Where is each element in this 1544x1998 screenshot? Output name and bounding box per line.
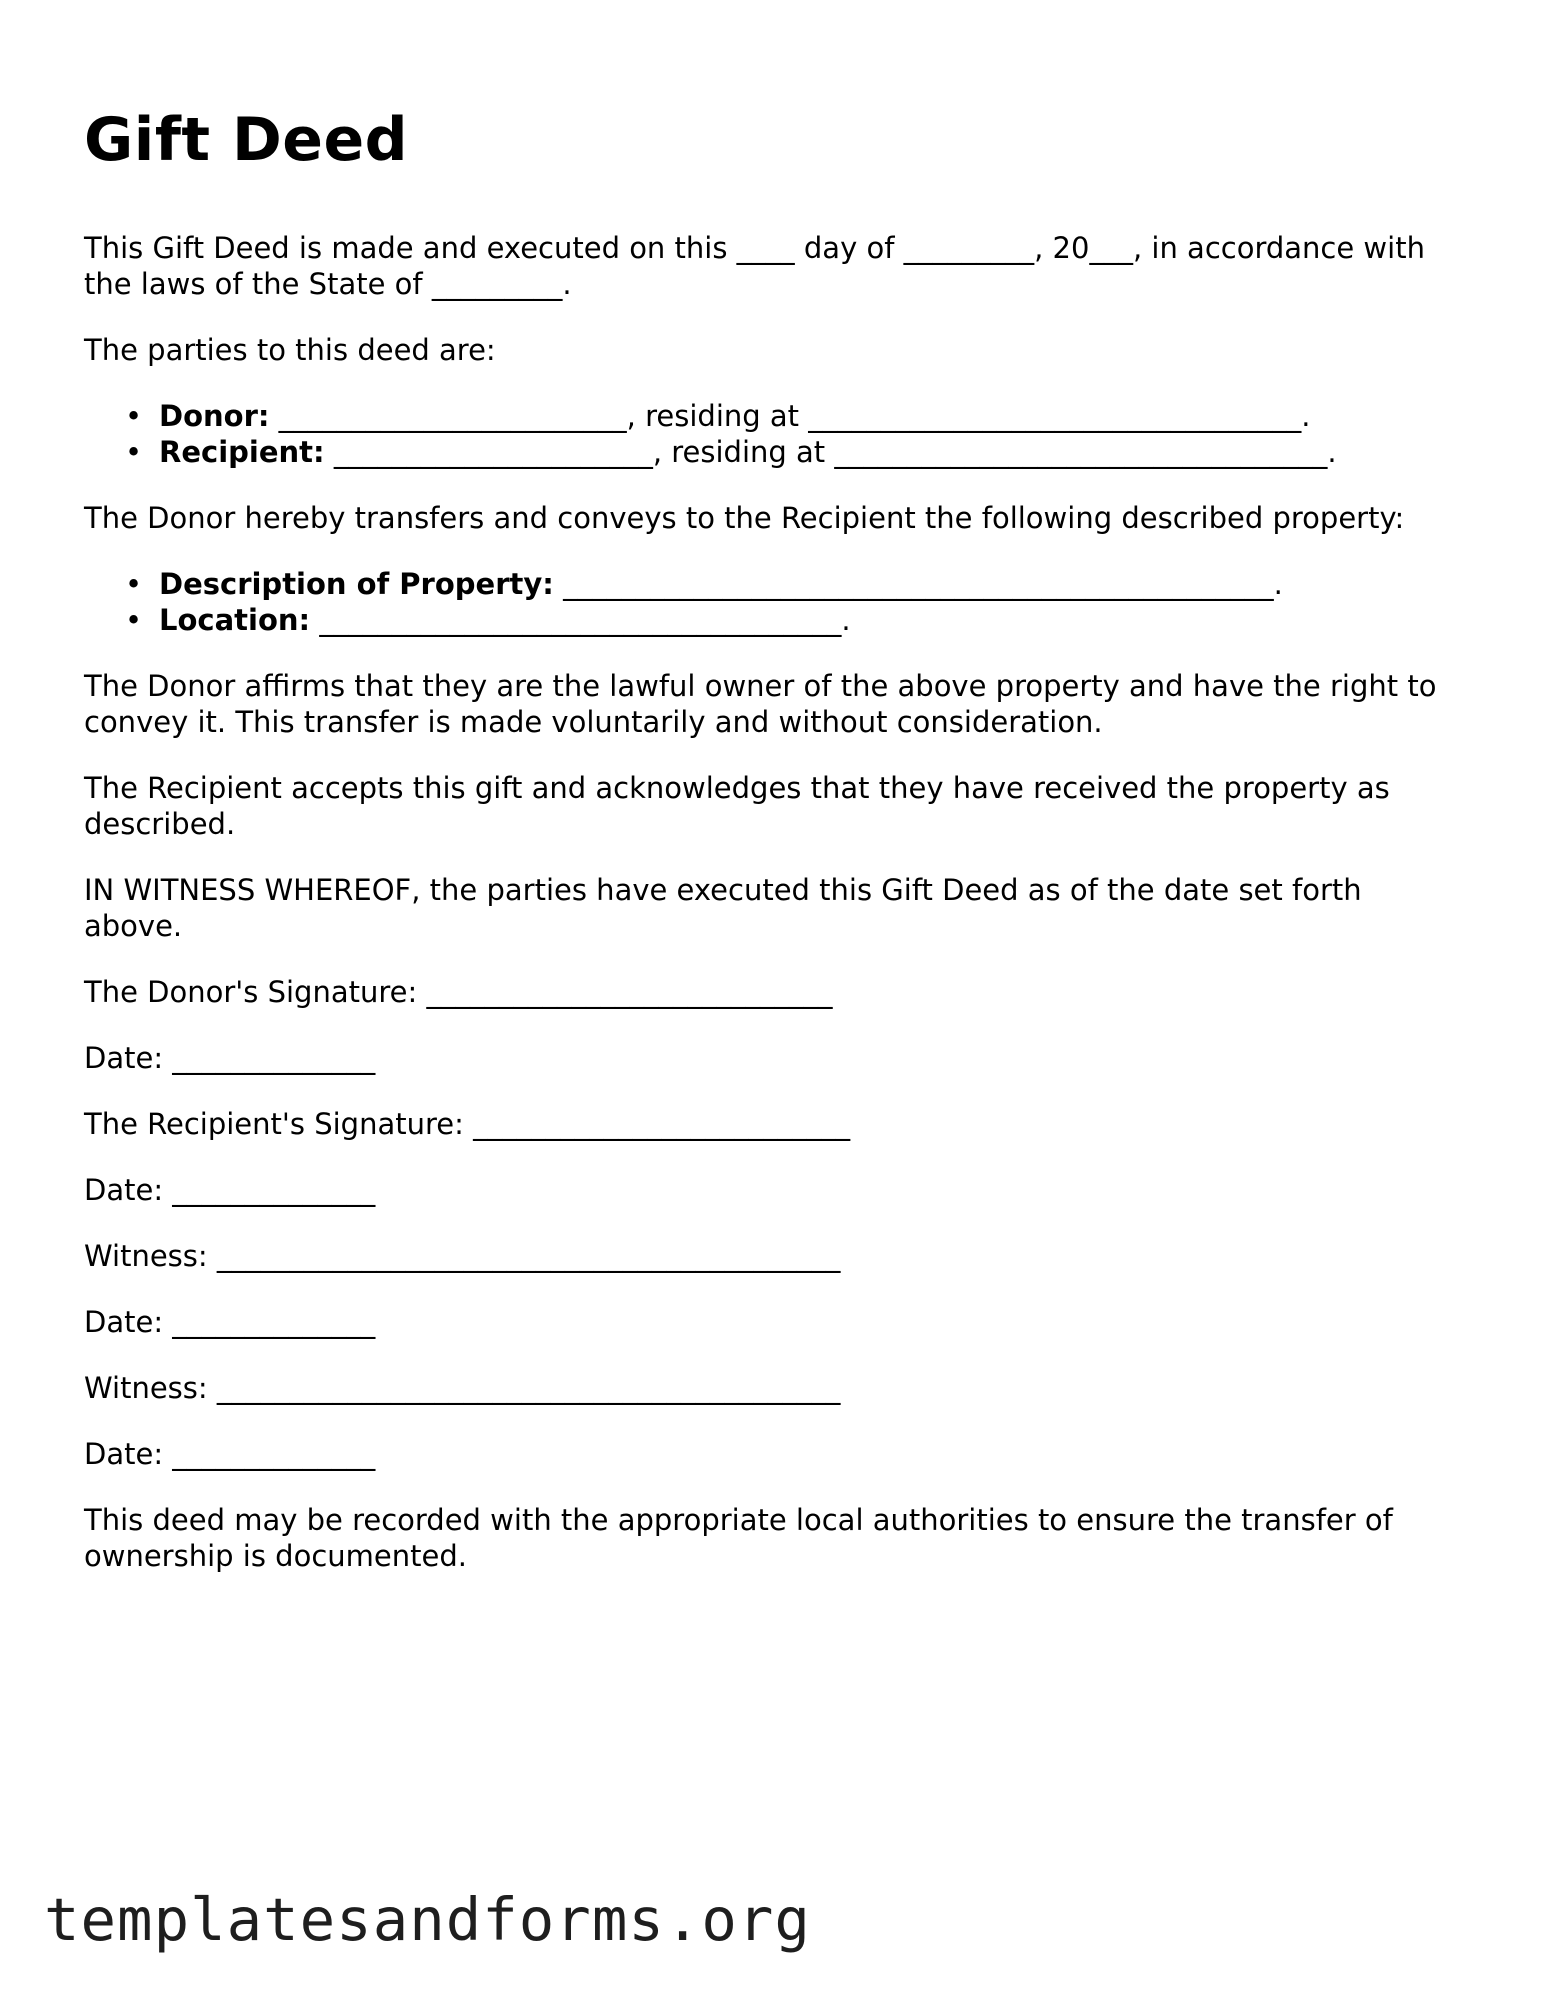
- donor-label: Donor:: [159, 399, 270, 433]
- witness-2-signature-line: Witness: ___________________________________________: [84, 1371, 841, 1405]
- recipient-fill-line: ______________________, residing at __________________________________.: [324, 435, 1337, 469]
- description-fill-line: _________________________________________________.: [553, 567, 1283, 601]
- transfer-statement: The Donor hereby transfers and conveys to the Recipient the following described property:: [84, 501, 1405, 535]
- document-title: Gift Deed: [84, 105, 409, 175]
- intro-paragraph: This Gift Deed is made and executed on this ____ day of _________, 20___, in accordance with the laws of the State of _________.: [84, 231, 1425, 301]
- document-page: [84, 100, 1464, 1604]
- witness-1-signature-line: Witness: ___________________________________________: [84, 1239, 841, 1273]
- site-watermark: templatesandforms.org: [44, 1885, 811, 1954]
- location-label: Location:: [159, 603, 311, 637]
- acceptance-paragraph: The Recipient accepts this gift and acknowledges that they have received the property as described.: [84, 771, 1390, 841]
- list-item-location: [159, 602, 1464, 638]
- recipient-signature-line: The Recipient's Signature: __________________________: [84, 1107, 851, 1141]
- list-item-description: [159, 566, 1464, 602]
- location-fill-line: ____________________________________.: [310, 603, 851, 637]
- witness-1-date-line: Date: ______________: [84, 1305, 376, 1339]
- list-item-recipient: [159, 434, 1464, 470]
- parties-list: [84, 398, 1464, 470]
- parties-heading: The parties to this deed are:: [84, 333, 496, 367]
- description-label: Description of Property:: [159, 567, 554, 601]
- recipient-date-line: Date: ______________: [84, 1173, 376, 1207]
- witness-clause: IN WITNESS WHEREOF, the parties have executed this Gift Deed as of the date set forth above.: [84, 873, 1362, 943]
- recipient-label: Recipient:: [159, 435, 325, 469]
- recording-note: This deed may be recorded with the appropriate local authorities to ensure the transfer of ownership is documented.: [84, 1503, 1393, 1573]
- donor-signature-line: The Donor's Signature: ____________________________: [84, 975, 833, 1009]
- affirmation-paragraph: The Donor affirms that they are the lawful owner of the above property and have the right to convey it. This transfer is made voluntarily and without consideration.: [84, 669, 1437, 739]
- witness-2-date-line: Date: ______________: [84, 1437, 376, 1471]
- donor-date-line: Date: ______________: [84, 1041, 376, 1075]
- list-item-donor: [159, 398, 1464, 434]
- donor-fill-line: ________________________, residing at __________________________________.: [269, 399, 1311, 433]
- property-list: [84, 566, 1464, 638]
